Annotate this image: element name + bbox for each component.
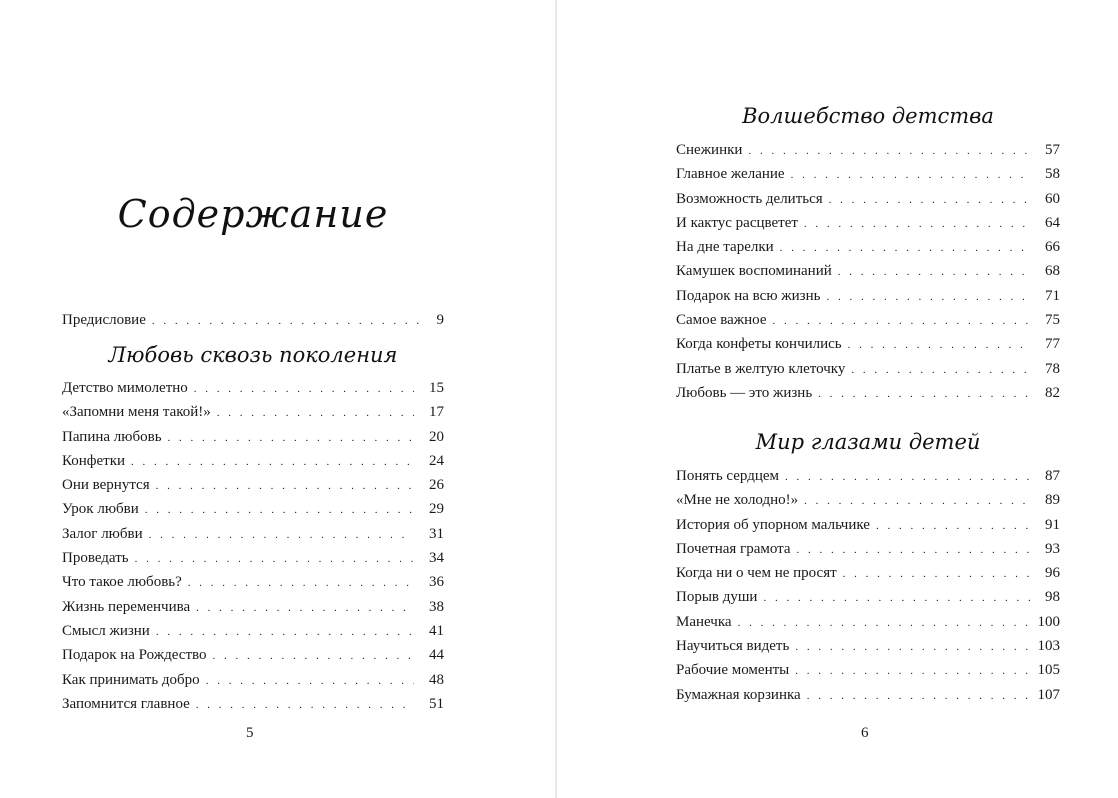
toc-entry-title: Самое важное (676, 312, 767, 329)
toc-entry-title: Запомнится главное (62, 695, 190, 712)
toc-entry-title: Научиться видеть (676, 638, 790, 655)
leader-dots (829, 188, 1030, 212)
toc-entry-page: 107 (1037, 686, 1060, 703)
toc-list-magic-childhood (676, 138, 1060, 405)
toc-entry-title: Как принимать добро (62, 671, 200, 688)
toc-entry-page: 64 (1045, 214, 1060, 231)
toc-entry (676, 381, 1060, 405)
leader-dots (848, 333, 1030, 357)
toc-entry-page: 105 (1037, 662, 1060, 679)
toc-entry-page: 87 (1045, 468, 1060, 484)
toc-entry (62, 668, 444, 692)
toc-entry (62, 595, 444, 619)
toc-entry (62, 643, 444, 667)
toc-entry-title: Когда конфеты кончились (676, 336, 842, 353)
leader-dots (135, 547, 414, 571)
toc-entry-page: 9 (436, 312, 444, 328)
leader-dots (168, 426, 414, 450)
leader-dots (780, 236, 1030, 260)
leader-dots (212, 644, 414, 668)
toc-entry-title: Конфетки (62, 452, 126, 469)
toc-entry (676, 513, 1060, 537)
toc-entry-page: 24 (429, 452, 444, 469)
toc-entry (62, 619, 444, 643)
toc-entry-page: 34 (429, 550, 444, 567)
leader-dots (807, 684, 1030, 708)
toc-entry-title: Проведать (62, 550, 129, 567)
leader-dots (795, 635, 1030, 659)
toc-entry (676, 332, 1060, 356)
toc-entry-page: 91 (1045, 516, 1060, 533)
leader-dots (838, 260, 1030, 284)
toc-entry-page: 89 (1045, 492, 1060, 509)
leader-dots (791, 163, 1030, 187)
toc-entry (676, 561, 1060, 585)
toc-entry-title: Рабочие моменты (676, 662, 790, 679)
leader-dots (795, 659, 1030, 683)
toc-entry-page: 68 (1045, 263, 1060, 280)
toc-entry-page: 48 (429, 671, 444, 688)
toc-entry (676, 211, 1060, 235)
toc-entry (676, 162, 1060, 186)
toc-entry (62, 425, 444, 449)
leader-dots (217, 401, 414, 425)
toc-entry-page: 36 (429, 574, 444, 591)
leader-dots (785, 465, 1030, 489)
toc-entry-page: 93 (1045, 540, 1060, 557)
leader-dots (818, 382, 1030, 406)
leader-dots (804, 489, 1030, 513)
toc-entry-title: И кактус расцветет (676, 214, 798, 231)
toc-entry-title: Главное желание (676, 166, 785, 183)
leader-dots (156, 620, 414, 644)
toc-entry-title: Почетная грамота (676, 540, 791, 557)
toc-entry-page: 77 (1045, 336, 1060, 353)
leader-dots (188, 571, 414, 595)
toc-entry (62, 570, 444, 594)
toc-entry-title: Манечка (676, 613, 732, 630)
toc-entry-page: 60 (1045, 190, 1060, 207)
toc-entry (62, 376, 444, 400)
toc-entry (676, 284, 1060, 308)
page-number-right: 6 (861, 725, 869, 741)
toc-entry-title: Подарок на всю жизнь (676, 287, 821, 304)
toc-entry (62, 522, 444, 546)
toc-entry (676, 610, 1060, 634)
contents-title: Содержание (117, 192, 389, 236)
toc-entry-title: История об упорном мальчике (676, 516, 870, 533)
leader-dots (156, 474, 414, 498)
toc-entry (676, 683, 1060, 707)
toc-entry-page: 38 (429, 598, 444, 615)
leader-dots (194, 377, 414, 401)
toc-entry-title: Снежинки (676, 142, 743, 158)
toc-entry-page: 31 (429, 525, 444, 542)
toc-entry (62, 692, 444, 716)
leader-dots (748, 139, 1030, 163)
leader-dots (804, 212, 1030, 236)
toc-entry (676, 488, 1060, 512)
toc-entry-title: Понять сердцем (676, 468, 780, 484)
toc-entry-page: 71 (1045, 287, 1060, 304)
leader-dots (851, 358, 1030, 382)
toc-entry-page: 96 (1045, 565, 1060, 582)
left-page (0, 0, 556, 798)
leader-dots (738, 611, 1030, 635)
toc-entry-title: «Запомни меня такой!» (62, 404, 211, 421)
toc-entry (62, 546, 444, 570)
toc-entry-page: 103 (1037, 638, 1060, 655)
leader-dots (797, 538, 1030, 562)
toc-entry (676, 585, 1060, 609)
section-title-love-generations: Любовь сквозь поколения (108, 343, 398, 367)
toc-entry-page: 17 (429, 404, 444, 421)
toc-entry-page: 75 (1045, 312, 1060, 329)
toc-entry (676, 357, 1060, 381)
toc-entry-preface (62, 308, 444, 332)
leader-dots (826, 285, 1030, 309)
toc-entry-title: На дне тарелки (676, 239, 774, 256)
toc-entry-title: Жизнь переменчива (62, 598, 191, 615)
leader-dots (763, 586, 1030, 610)
toc-entry-title: Смысл жизни (62, 622, 150, 639)
toc-entry (676, 235, 1060, 259)
toc-entry (676, 187, 1060, 211)
toc-entry (676, 259, 1060, 283)
toc-entry-title: Порыв души (676, 589, 758, 606)
toc-entry-page: 57 (1045, 142, 1060, 158)
toc-entry-page: 41 (429, 622, 444, 639)
toc-entry (62, 473, 444, 497)
toc-entry-page: 98 (1045, 589, 1060, 606)
toc-entry-title: Когда ни о чем не просят (676, 565, 837, 582)
section-title-world-children: Мир глазами детей (755, 430, 981, 454)
toc-entry-title: Залог любви (62, 525, 143, 542)
leader-dots (843, 562, 1030, 586)
toc-entry-page: 51 (429, 695, 444, 712)
toc-entry-page: 44 (429, 647, 444, 664)
toc-entry-title: Подарок на Рождество (62, 647, 207, 664)
leader-dots (206, 669, 414, 693)
toc-entry-page: 66 (1045, 239, 1060, 256)
toc-entry (676, 464, 1060, 488)
toc-entry-page: 78 (1045, 360, 1060, 377)
toc-entry-title: Что такое любовь? (62, 574, 182, 591)
toc-entry-title: Папина любовь (62, 428, 162, 445)
toc-entry-page: 82 (1045, 384, 1060, 401)
toc-entry-title: Возможность делиться (676, 190, 823, 207)
toc-entry (676, 658, 1060, 682)
toc-entry (62, 497, 444, 521)
toc-entry-page: 26 (429, 477, 444, 494)
leader-dots (876, 514, 1030, 538)
toc-entry (676, 537, 1060, 561)
preface-list (62, 308, 444, 332)
toc-entry-title: «Мне не холодно!» (676, 492, 799, 509)
toc-entry-page: 15 (429, 380, 444, 396)
page-number-left: 5 (246, 725, 254, 741)
toc-entry (676, 634, 1060, 658)
toc-entry-title: Камушек воспоминаний (676, 263, 832, 280)
leader-dots (131, 450, 414, 474)
leader-dots (196, 596, 414, 620)
toc-entry-title: Урок любви (62, 501, 139, 518)
toc-entry-title: Они вернутся (62, 477, 150, 494)
leader-dots (773, 309, 1030, 333)
toc-entry-page: 100 (1037, 613, 1060, 630)
leader-dots (145, 498, 414, 522)
section-title-magic-childhood: Волшебство детства (742, 104, 994, 128)
toc-entry (676, 308, 1060, 332)
toc-list-love-generations (62, 376, 444, 716)
toc-entry (62, 400, 444, 424)
toc-entry-page: 58 (1045, 166, 1060, 183)
toc-entry-title: Любовь — это жизнь (676, 384, 813, 401)
leader-dots (149, 523, 414, 547)
toc-entry-page: 29 (429, 501, 444, 518)
toc-entry-title: Предисловие (62, 312, 146, 328)
leader-dots (196, 693, 414, 717)
right-page (557, 0, 1118, 798)
toc-entry-title: Детство мимолетно (62, 380, 188, 396)
leader-dots (152, 309, 428, 333)
toc-entry-title: Платье в желтую клеточку (676, 360, 846, 377)
toc-entry-title: Бумажная корзинка (676, 686, 801, 703)
toc-list-world-children (676, 464, 1060, 707)
toc-entry (676, 138, 1060, 162)
toc-entry-page: 20 (429, 428, 444, 445)
toc-entry (62, 449, 444, 473)
